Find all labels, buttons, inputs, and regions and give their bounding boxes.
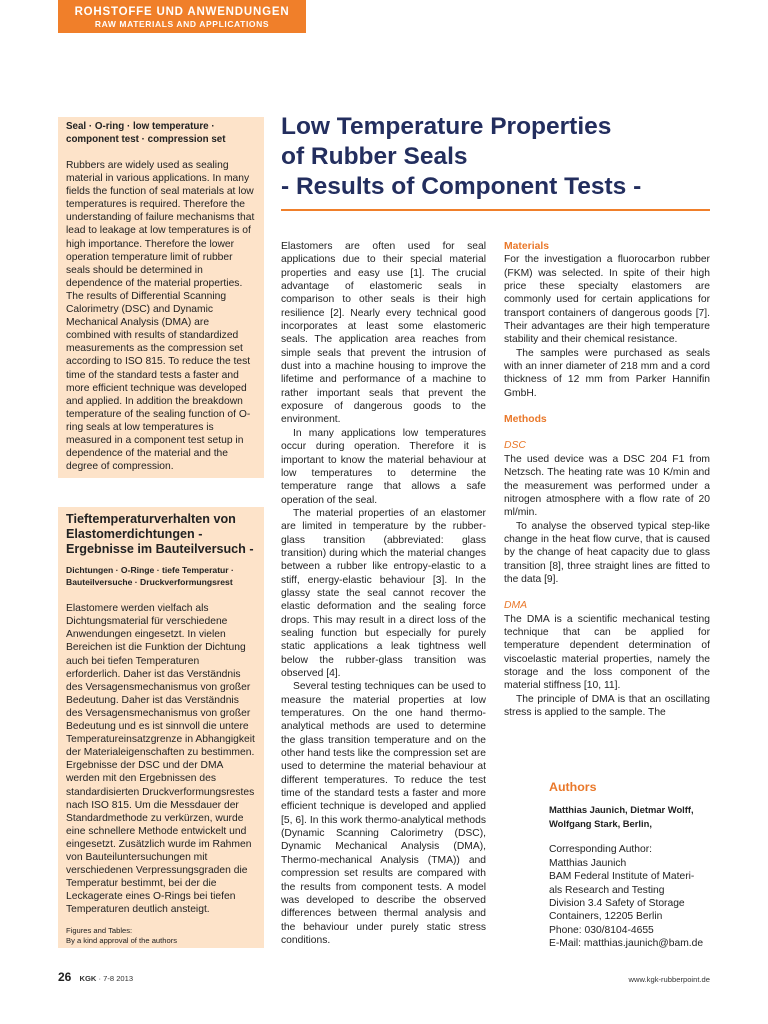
author-names-line-2: Wolfgang Stark, Berlin, — [549, 817, 652, 829]
abstract-english-box — [58, 117, 264, 478]
paragraph: Elastomers are often used for seal applications due to their special material properties and easy use [1]. The crucial advantage of elastomeric seals in comparison to other seals is their high resilience [2]. Nearly every technical good incorporates at least some elastomeric seals. The application area reaches from simple seals that prevent the intrusion of dust into a machine housing to improve the lifetime and performance of a machine to rather important seals that prevent the exposure of dangerous goods to the environment. — [281, 241, 486, 426]
author-line: Containers, 12205 Berlin — [549, 911, 663, 923]
journal-name: KGK — [79, 974, 97, 983]
figures-note-line-1: Figures and Tables: — [66, 926, 133, 936]
paragraph: To analyse the observed typical step-like change in the heat flow curve, that is caused by the change of heat capacity due to glass transition [8], three straight lines are fitted to the data [9]. — [504, 520, 710, 585]
authors-block — [549, 781, 719, 951]
title-line-1: Low Temperature Properties — [281, 113, 612, 140]
abstract-german-box — [58, 507, 264, 948]
spacer — [504, 426, 710, 439]
paragraph: The principle of DMA is that an oscillating stress is applied to the sample. The — [504, 693, 710, 718]
paragraph: The DMA is a scientific mechanical testing technique that can be applied for temperature dependent determination of viscoelastic material properties, namely the storage and the loss component of the material stiffness [10, 11]. — [504, 613, 710, 692]
paragraph: The material properties of an elastomer are limited in temperature by the rubber-glass transition (abbreviated: glass transition) during which the material changes between a rubber like entropy-elastic to a stiff, energy-elastic behaviour [3]. In the glassy state the seal cannot recover the elastic deformation and the sealing force drops. This may result in a direct loss of the sealing function but especially for purely static applications a leak tightness well below the rubber-glass transition was observed [4]. — [281, 507, 486, 679]
section-title-en: RAW MATERIALS AND APPLICATIONS — [94, 19, 270, 29]
abstract-english-text: Rubbers are widely used as sealing material in various applications. In many fields the function of seal materials at low temperatures is required. Therefore the understanding of failure mechanisms that lead to leakage at low temperatures is of high importance. Therefore the lower operation temperature limit of rubber seals should be determined in dependence of the material properties. The results of Differential Scanning Calorimetry (DSC) and Dynamic Mechanical Analysis (DMA) are combined with results of standardized measurements as the compression set according to ISO 815. To reduce the test time of the standard tests a faster and more efficient technique was developed and applied. In addition the breakdown temperature of the sealing function of O-ring seals at low temperatures is measured in a component test setup in dependence of the material and the degree of compression. — [66, 160, 255, 473]
authors-heading: Authors — [549, 780, 597, 794]
title-divider — [281, 209, 710, 211]
title-line-3: - Results of Component Tests - — [281, 173, 642, 200]
figures-note — [66, 926, 256, 946]
footer-left — [58, 970, 133, 984]
section-title-de: ROHSTOFFE UND ANWENDUNGEN — [74, 6, 290, 18]
keywords-german: Dichtungen · O-Ringe · tiefe Temperatur · Bauteilversuche · Druckverformungsrest — [66, 564, 234, 587]
author-email: E-Mail: matthias.jaunich@bam.de — [549, 938, 704, 950]
author-line: Corresponding Author: — [549, 844, 653, 856]
figures-note-line-2: By a kind approval of the authors — [66, 936, 178, 946]
section-header-band — [58, 0, 306, 33]
footer-url[interactable]: www.kgk-rubberpoint.de — [628, 975, 710, 984]
subheading-dma: DMA — [504, 600, 528, 612]
spacer — [504, 400, 710, 413]
body-column-2 — [504, 240, 710, 719]
paragraph: The used device was a DSC 204 F1 from Netzsch. The heating rate was 10 K/min and the measurement was performed under a nitrogen atmosphere with a flow rate of 20 ml/min. — [504, 453, 710, 519]
author-line: als Research and Testing — [549, 884, 665, 896]
author-line: Division 3.4 Safety of Storage — [549, 898, 685, 910]
author-line: Matthias Jaunich — [549, 857, 627, 869]
abstract-german-text: Elastomere werden vielfach als Dichtungsmaterial für verschiedene Anwendungen eingesetzt. In vielen Bereichen ist die Funktion der Dichtung auch bei tiefen Temperaturen erforderlich. Daher ist das Verständnis des Versagensmechanismus von großer Bedeutung. Daher ist das Verständnis des Versagensmechanismus von großer Bedeutung und es ist sinnvoll die untere Temperatureinsatzgrenze in Abhangigkeit der Materialeigenschaften zu bestimmen. Ergebnisse der DSC und der DMA werden mit den Ergebnissen des standardisierten Druckverformungsrestes nach ISO 815. Um die Messdauer der Standardmethode zu verkürzen, wurde eine schnellere Methode entwickelt und eingesetzt. Zusätzlich wurde im Rahmen von Bauteiluntersuchungen mit verschiedenen Verpressungsgraden die Temperatur bestimmt, bei der die Leckagerate eines O-Rings bei tiefen Temperaturen deutlich ansteigt. — [66, 603, 255, 916]
author-names-line-1: Matthias Jaunich, Dietmar Wolff, — [549, 804, 694, 816]
heading-methods: Methods — [504, 414, 547, 426]
paragraph: The samples were purchased as seals with an inner diameter of 218 mm and a cord thickness of 12 mm from Parker Hannifin GmbH. — [504, 347, 710, 399]
subheading-dsc: DSC — [504, 440, 526, 452]
keywords-english: Seal · O-ring · low temperature · component test · compression set — [66, 121, 226, 145]
body-column-1 — [281, 240, 486, 947]
paragraph: For the investigation a fluorocarbon rubber (FKM) was selected. In spite of their high price these specialty elastomers are commonly used for certain applications for transport containers of dangerous goods [7]. Their advantages are their high temperature stability and their chemical resistance. — [504, 254, 710, 346]
heading-materials: Materials — [504, 241, 550, 252]
author-line: Phone: 030/8104-4655 — [549, 924, 654, 936]
page-number: 26 — [58, 970, 72, 984]
spacer — [504, 586, 710, 599]
paragraph: In many applications low temperatures occur during operation. Therefore it is important to know the material behaviour at low temperatures to determine the temperature range that allows a safe operation of the seal. — [281, 427, 486, 506]
paragraph: Several testing techniques can be used to measure the material properties at low temperatures. On the one hand thermo-analytical methods are used to determine the glass transition temperature and on the other hand tests like the compression set are used to determine the material behaviour at different temperatures. To reduce the test time of the standard tests a faster and more efficient technique is developed and applied [5, 6]. In this work thermo-analytical methods (Dynamic Scanning Calorimetry (DSC), Dynamic Mechanical Analysis (DMA), Thermo-mechanical Analysis (TMA)) and compression set results are compared with the results from component tests. A model was developed to describe the observed differences between thermal analysis and the behaviour under purely static stress conditions. — [281, 681, 486, 946]
german-title: Tieftemperaturverhalten von Elastomerdichtungen - Ergebnisse im Bauteilversuch - — [66, 512, 254, 557]
journal-issue: · 7-8 2013 — [98, 974, 134, 983]
author-names — [549, 803, 719, 830]
author-line: BAM Federal Institute of Materi- — [549, 871, 695, 883]
title-line-2: of Rubber Seals — [281, 143, 468, 170]
article-title — [281, 112, 721, 202]
